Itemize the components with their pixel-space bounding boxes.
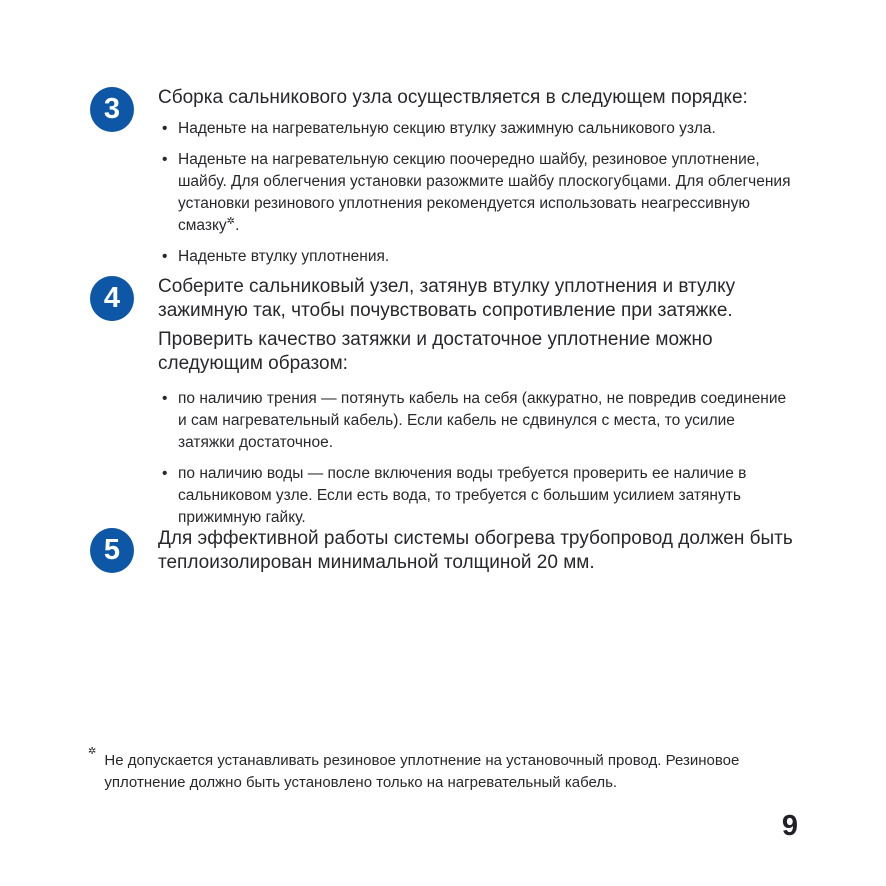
- step-4-body: [158, 275, 794, 529]
- bullet-text: Наденьте втулку уплотнения.: [178, 247, 390, 265]
- bullet-text: по наличию трения — потянуть кабель на себя (аккуратно, не повредив соединение и сам нагревательный кабель). Если кабель не сдвинулся с места, то усилие затяжки достаточное.: [178, 390, 787, 451]
- footnote-text: Не допускается устанавливать резиновое уплотнение на установочный провод. Резиновое уплотнение должно быть установлено только на нагревательный кабель.: [104, 752, 740, 791]
- bullet-item: [160, 149, 794, 237]
- page-number: 9: [781, 810, 798, 842]
- bullet-item: [160, 463, 794, 529]
- step-4: [90, 275, 794, 529]
- bullet-text: по наличию воды — после включения воды требуется проверить ее наличие в сальниковом узле. Если есть вода, то требуется с большим усилием затянуть прижимную гайку.: [178, 465, 747, 526]
- step-5-body: [158, 527, 794, 574]
- step-4-number-badge: 4: [90, 276, 134, 321]
- step-5-number-badge: 5: [90, 528, 134, 573]
- bullet-item: [160, 388, 794, 454]
- bullet-item: [160, 246, 794, 268]
- bullet-text: Наденьте на нагревательную секцию поочередно шайбу, резиновое уплотнение, шайбу. Для облегчения установки разожмите шайбу плоскогубцами. Для облегчения установки резинового уплотнения рекомендуется использовать неагрессивную смазку: [178, 150, 791, 234]
- step-3-bullet-list: [158, 118, 794, 268]
- step-5-heading: Для эффективной работы системы обогрева трубопровод должен быть теплоизолирован минимальной толщиной 20 мм.: [158, 528, 793, 573]
- bullet-text: Наденьте на нагревательную секцию втулку зажимную сальникового узла.: [178, 119, 716, 137]
- step-4-heading: Соберите сальниковый узел, затянув втулку уплотнения и втулку зажимную так, чтобы почувствовать сопротивление при затяжке.: [158, 276, 736, 321]
- footnote: ✲ Не допускается устанавливать резиновое уплотнение на установочный провод. Резиновое уплотнение должно быть установлено только на нагревательный кабель.: [88, 750, 796, 794]
- bullet-text-end: .: [235, 216, 240, 234]
- step-5: [90, 527, 794, 574]
- step-4-bullet-list: [158, 388, 794, 529]
- step-4-subheading: Проверить качество затяжки и достаточное уплотнение можно следующим образом:: [158, 329, 713, 374]
- step-3: [90, 86, 794, 268]
- step-3-number-badge: 3: [90, 87, 134, 132]
- footnote-marker-icon: ✲: [226, 215, 236, 227]
- step-3-heading: Сборка сальникового узла осуществляется в следующем порядке:: [158, 87, 748, 108]
- step-3-body: [158, 86, 794, 268]
- bullet-item: [160, 118, 794, 140]
